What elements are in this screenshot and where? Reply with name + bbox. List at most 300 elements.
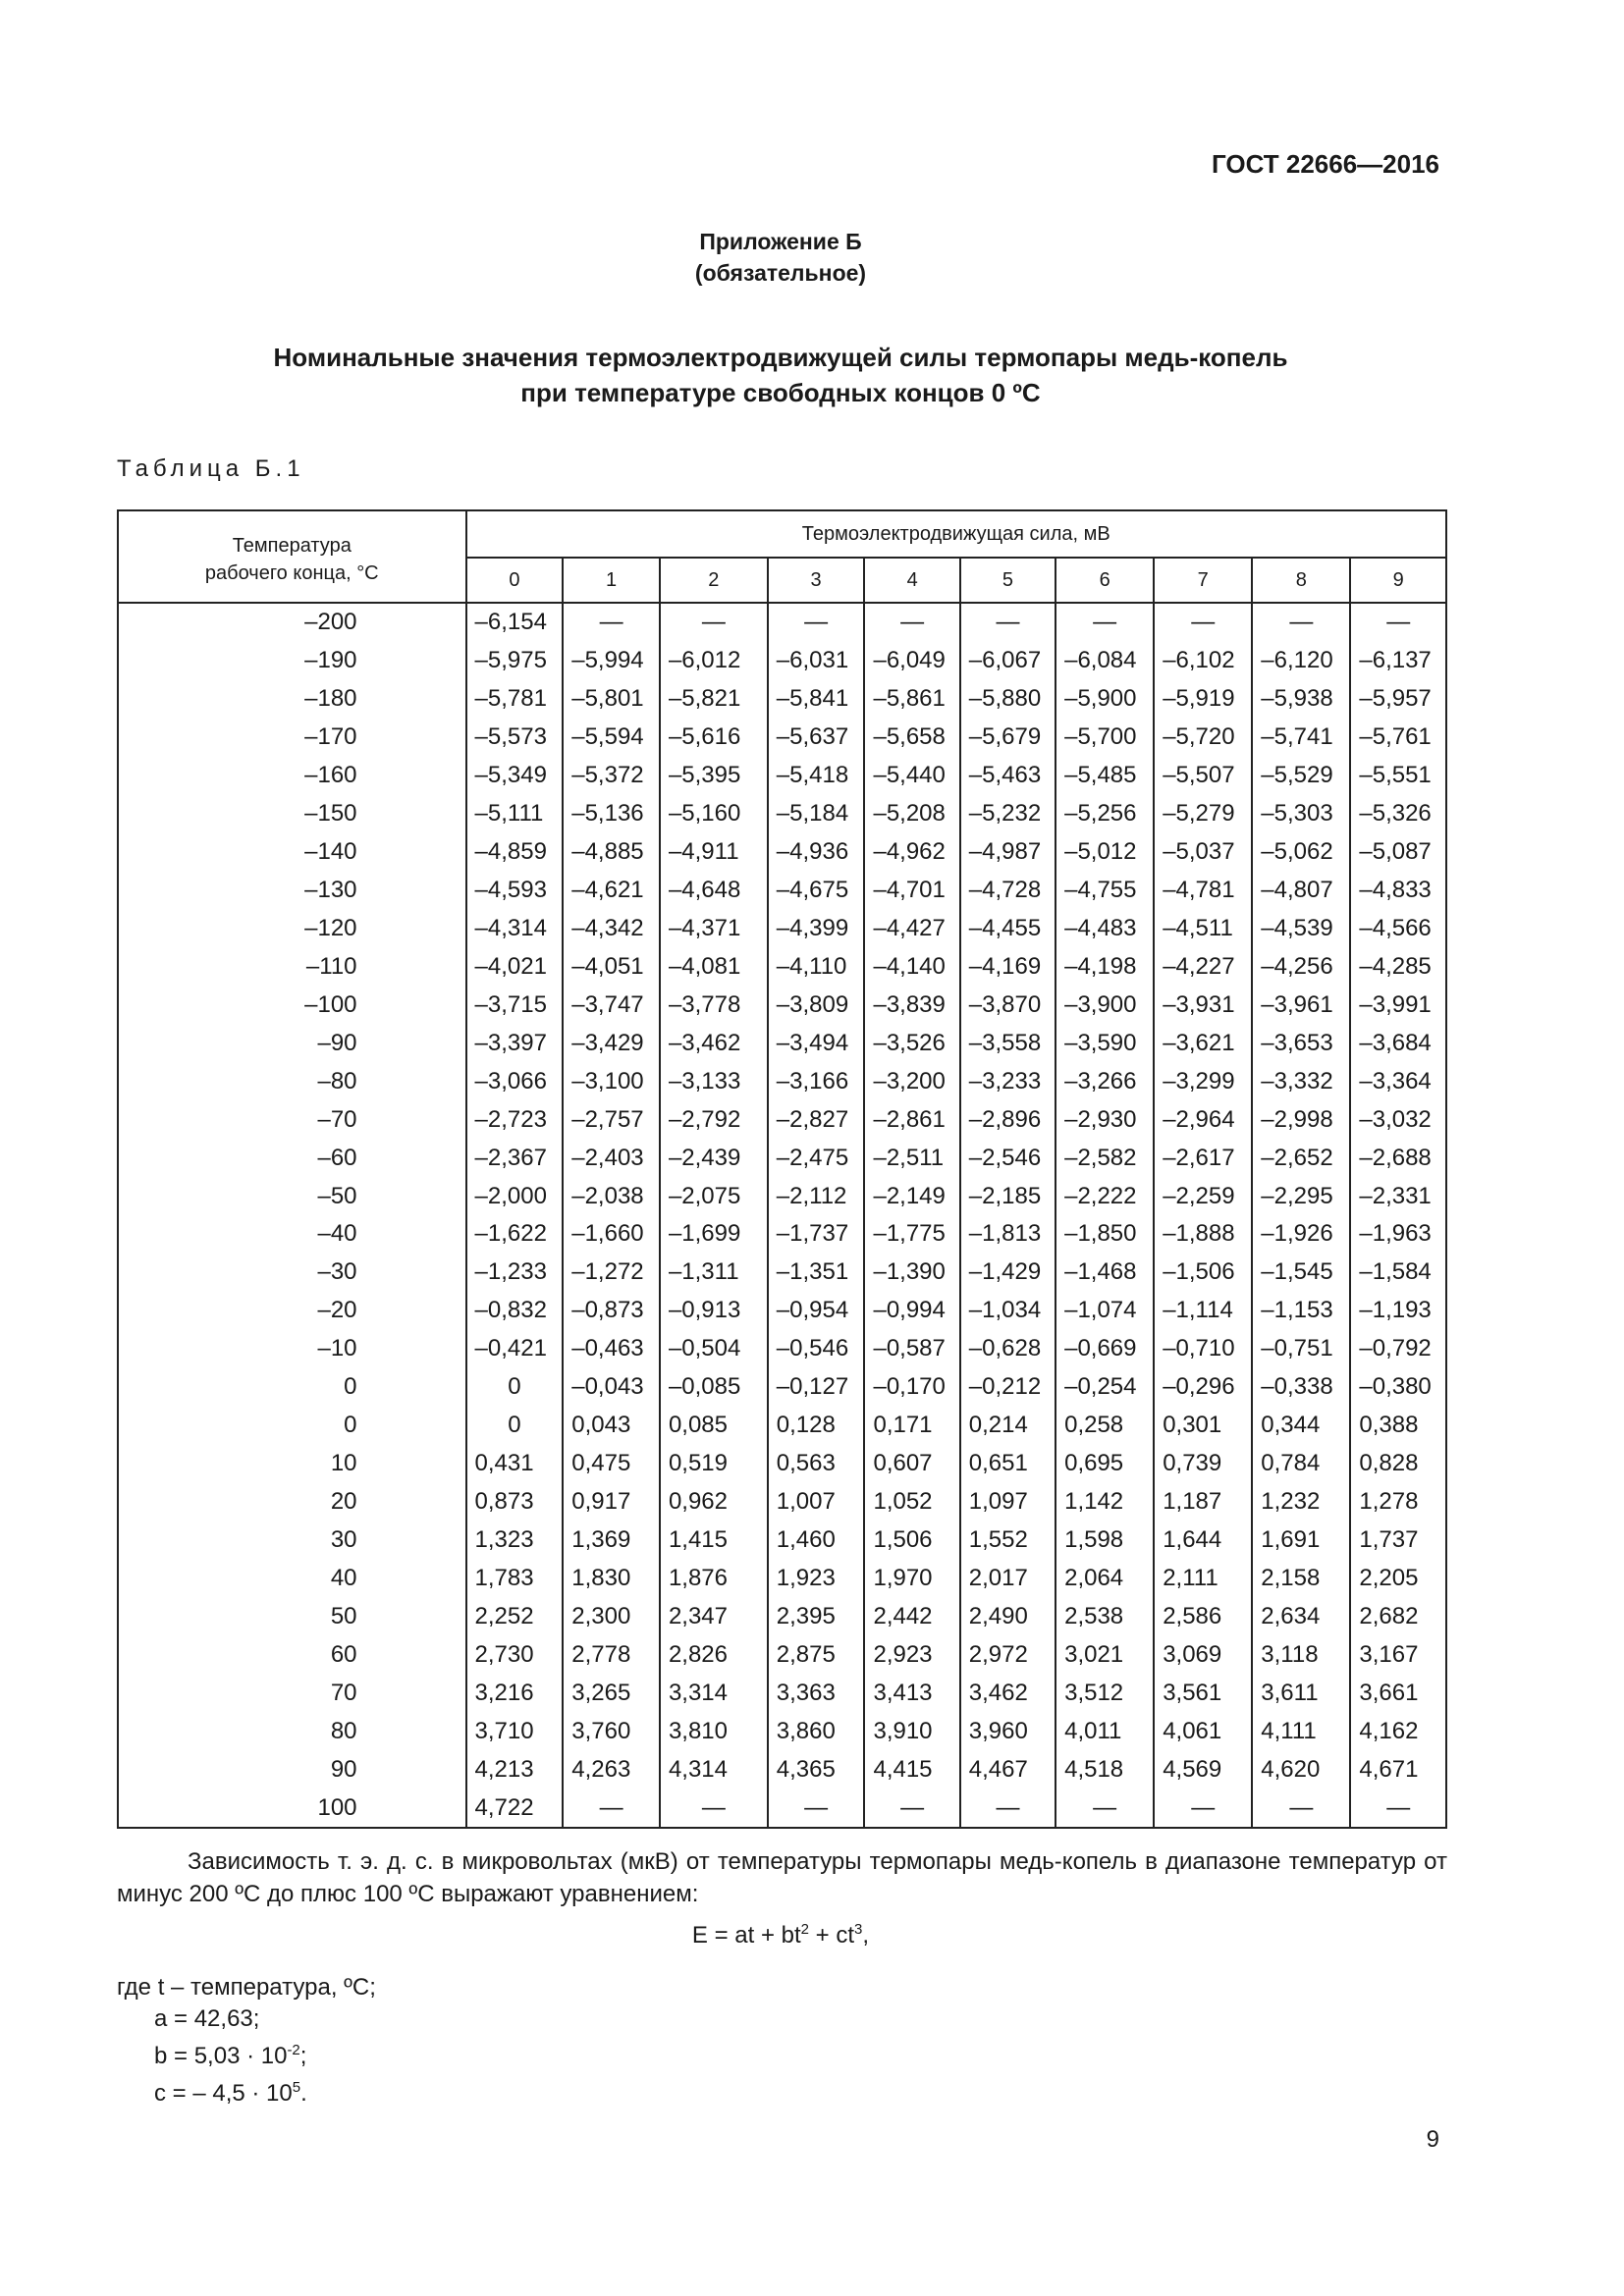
emf-cell: –5,880	[960, 680, 1056, 719]
emf-cell: –4,936	[768, 833, 865, 872]
emf-cell: –5,372	[563, 757, 660, 795]
emf-cell: 0,344	[1252, 1407, 1350, 1445]
temperature-cell: 100	[118, 1789, 466, 1828]
emf-cell: –5,136	[563, 795, 660, 833]
emf-cell: –2,723	[466, 1100, 564, 1139]
emf-cell: 1,783	[466, 1559, 564, 1597]
emf-cell: –1,737	[768, 1215, 865, 1254]
temperature-cell: –50	[118, 1177, 466, 1215]
emf-cell: 1,097	[960, 1483, 1056, 1522]
emf-cell: –1,622	[466, 1215, 564, 1254]
emf-cell: 1,830	[563, 1559, 660, 1597]
emf-cell: 2,972	[960, 1635, 1056, 1674]
column-header-8: 8	[1252, 558, 1350, 603]
formula-exponent-2: 3	[854, 1921, 863, 1938]
emf-cell: –4,648	[660, 872, 768, 910]
emf-cell: 2,252	[466, 1597, 564, 1635]
emf-cell: –2,112	[768, 1177, 865, 1215]
emf-cell: –5,900	[1056, 680, 1154, 719]
emf-cell: 3,910	[864, 1712, 959, 1750]
emf-cell: 2,586	[1154, 1597, 1252, 1635]
emf-cell: –5,594	[563, 719, 660, 757]
temperature-cell: 20	[118, 1483, 466, 1522]
emf-cell: —	[864, 603, 959, 642]
column-header-1: 1	[563, 558, 660, 603]
emf-cell: 2,017	[960, 1559, 1056, 1597]
table-row	[118, 1445, 1446, 1483]
emf-cell: –2,792	[660, 1100, 768, 1139]
emf-cell: –0,043	[563, 1368, 660, 1407]
emf-cell: –4,701	[864, 872, 959, 910]
emf-cell: 2,826	[660, 1635, 768, 1674]
temperature-cell: –60	[118, 1139, 466, 1177]
emf-cell: –1,153	[1252, 1292, 1350, 1330]
emf-cell: –3,715	[466, 986, 564, 1024]
temperature-cell: –140	[118, 833, 466, 872]
emf-cell: –3,494	[768, 1024, 865, 1062]
column-header-0: 0	[466, 558, 564, 603]
annex-heading	[0, 226, 1561, 289]
emf-cell: –5,440	[864, 757, 959, 795]
emf-cell: –3,870	[960, 986, 1056, 1024]
emf-cell: –3,032	[1350, 1100, 1446, 1139]
emf-cell: –5,658	[864, 719, 959, 757]
emf-cell: –2,259	[1154, 1177, 1252, 1215]
table-row	[118, 1368, 1446, 1407]
table-row	[118, 1750, 1446, 1789]
emf-cell: –5,938	[1252, 680, 1350, 719]
emf-cell: —	[1350, 603, 1446, 642]
emf-cell: –2,930	[1056, 1100, 1154, 1139]
formula-exponent-1: 2	[800, 1921, 810, 1938]
emf-cell: 2,205	[1350, 1559, 1446, 1597]
emf-cell: –5,160	[660, 795, 768, 833]
emf-cell: –2,222	[1056, 1177, 1154, 1215]
emf-cell: –0,546	[768, 1330, 865, 1368]
emf-cell: –1,506	[1154, 1254, 1252, 1292]
emf-cell: —	[1252, 1789, 1350, 1828]
emf-cell: –5,395	[660, 757, 768, 795]
temperature-cell: –100	[118, 986, 466, 1024]
emf-cell: –5,256	[1056, 795, 1154, 833]
emf-cell: –5,111	[466, 795, 564, 833]
emf-cell: –2,439	[660, 1139, 768, 1177]
emf-cell: –4,140	[864, 947, 959, 986]
emf-cell: 3,069	[1154, 1635, 1252, 1674]
emf-cell: 2,875	[768, 1635, 865, 1674]
emf-cell: –2,757	[563, 1100, 660, 1139]
emf-cell: –4,675	[768, 872, 865, 910]
emf-cell: –3,931	[1154, 986, 1252, 1024]
emf-cell: –0,954	[768, 1292, 865, 1330]
emf-cell: –3,839	[864, 986, 959, 1024]
emf-cell: 4,415	[864, 1750, 959, 1789]
emf-cell: –4,833	[1350, 872, 1446, 910]
table-row	[118, 1712, 1446, 1750]
temperature-cell: 50	[118, 1597, 466, 1635]
emf-cell: 4,722	[466, 1789, 564, 1828]
emf-cell: 4,111	[1252, 1712, 1350, 1750]
emf-cell: –3,653	[1252, 1024, 1350, 1062]
emf-cell: 2,442	[864, 1597, 959, 1635]
emf-cell: –6,049	[864, 642, 959, 680]
emf-cell: 4,213	[466, 1750, 564, 1789]
emf-cell: –4,110	[768, 947, 865, 986]
emf-cell: –6,120	[1252, 642, 1350, 680]
emf-cell: —	[563, 1789, 660, 1828]
emf-cell: –4,081	[660, 947, 768, 986]
emf-cell: 2,395	[768, 1597, 865, 1635]
temperature-cell: 30	[118, 1522, 466, 1560]
temperature-cell: –130	[118, 872, 466, 910]
table-row	[118, 1789, 1446, 1828]
emf-cell: 1,007	[768, 1483, 865, 1522]
emf-cell: –2,546	[960, 1139, 1056, 1177]
temperature-cell: –30	[118, 1254, 466, 1292]
emf-cell: –2,403	[563, 1139, 660, 1177]
emf-cell: –5,861	[864, 680, 959, 719]
emf-cell: –0,628	[960, 1330, 1056, 1368]
emf-cell: –4,987	[960, 833, 1056, 872]
emf-cell: –4,566	[1350, 910, 1446, 948]
formula-end: ,	[862, 1922, 870, 1949]
table-row	[118, 1292, 1446, 1330]
emf-cell: –5,919	[1154, 680, 1252, 719]
emf-cell: 0,962	[660, 1483, 768, 1522]
table-row	[118, 1407, 1446, 1445]
emf-cell: –1,699	[660, 1215, 768, 1254]
emf-cell: –5,529	[1252, 757, 1350, 795]
emf-cell: –2,367	[466, 1139, 564, 1177]
emf-cell: —	[660, 603, 768, 642]
emf-cell: –4,256	[1252, 947, 1350, 986]
emf-cell: –0,587	[864, 1330, 959, 1368]
temperature-cell: –190	[118, 642, 466, 680]
emf-cell: –4,539	[1252, 910, 1350, 948]
emf-cell: —	[1154, 603, 1252, 642]
emf-cell: –3,621	[1154, 1024, 1252, 1062]
emf-cell: –1,390	[864, 1254, 959, 1292]
emf-cell: —	[563, 603, 660, 642]
emf-cell: 4,620	[1252, 1750, 1350, 1789]
emf-cell: 4,467	[960, 1750, 1056, 1789]
table-row	[118, 1635, 1446, 1674]
column-header-4: 4	[864, 558, 959, 603]
legend-a: a = 42,63;	[154, 2005, 260, 2032]
emf-cell: –3,961	[1252, 986, 1350, 1024]
emf-cell: 1,970	[864, 1559, 959, 1597]
emf-cell: –4,911	[660, 833, 768, 872]
emf-cell: –3,332	[1252, 1062, 1350, 1100]
emf-cell: –5,184	[768, 795, 865, 833]
table-row	[118, 795, 1446, 833]
emf-cell: 0,873	[466, 1483, 564, 1522]
table-row	[118, 947, 1446, 986]
emf-cell: 3,462	[960, 1674, 1056, 1712]
column-header-7: 7	[1154, 558, 1252, 603]
document-title	[0, 340, 1561, 410]
temperature-header-line-2: рабочего конца, °С	[204, 562, 379, 584]
emf-cell: –4,342	[563, 910, 660, 948]
emf-cell: 2,300	[563, 1597, 660, 1635]
title-line-2: при температуре свободных концов 0 ºС	[520, 378, 1041, 407]
emf-cell: —	[960, 603, 1056, 642]
emf-cell: 0,828	[1350, 1445, 1446, 1483]
emf-cell: 3,118	[1252, 1635, 1350, 1674]
table-row	[118, 1522, 1446, 1560]
table-row	[118, 1062, 1446, 1100]
emf-cell: –0,751	[1252, 1330, 1350, 1368]
emf-cell: –0,710	[1154, 1330, 1252, 1368]
emf-cell: –2,861	[864, 1100, 959, 1139]
emf-cell: —	[1350, 1789, 1446, 1828]
emf-cell: 1,460	[768, 1522, 865, 1560]
emf-cell: –4,859	[466, 833, 564, 872]
emf-cell: 1,506	[864, 1522, 959, 1560]
emf-cell: 0,128	[768, 1407, 865, 1445]
emf-cell: 2,730	[466, 1635, 564, 1674]
emf-cell: –4,807	[1252, 872, 1350, 910]
temperature-cell: 0	[118, 1407, 466, 1445]
table-row	[118, 833, 1446, 872]
emf-cell: –1,660	[563, 1215, 660, 1254]
emf-cell: –5,679	[960, 719, 1056, 757]
emf-cell: –1,193	[1350, 1292, 1446, 1330]
emf-cell: –5,551	[1350, 757, 1446, 795]
emf-cell: –2,475	[768, 1139, 865, 1177]
emf-cell: –0,380	[1350, 1368, 1446, 1407]
legend-b-end: ;	[299, 2043, 307, 2069]
emf-cell: 0	[466, 1407, 564, 1445]
emf-cell: –4,885	[563, 833, 660, 872]
temperature-cell: –180	[118, 680, 466, 719]
emf-cell: —	[1154, 1789, 1252, 1828]
emf-cell: 4,518	[1056, 1750, 1154, 1789]
emf-cell: 2,538	[1056, 1597, 1154, 1635]
emf-cell: –4,021	[466, 947, 564, 986]
emf-cell: 4,569	[1154, 1750, 1252, 1789]
table-row	[118, 1100, 1446, 1139]
emf-cell: –0,338	[1252, 1368, 1350, 1407]
emf-cell: 0,214	[960, 1407, 1056, 1445]
emf-cell: –1,775	[864, 1215, 959, 1254]
emf-cell: –5,279	[1154, 795, 1252, 833]
temperature-cell: –40	[118, 1215, 466, 1254]
emf-cell: –5,485	[1056, 757, 1154, 795]
temperature-cell: 90	[118, 1750, 466, 1789]
emf-cell: –4,427	[864, 910, 959, 948]
emf-cell: –2,617	[1154, 1139, 1252, 1177]
emf-cell: –3,200	[864, 1062, 959, 1100]
emf-cell: –5,761	[1350, 719, 1446, 757]
standard-code: ГОСТ 22666—2016	[1212, 149, 1439, 179]
emf-cell: –2,075	[660, 1177, 768, 1215]
emf-cell: 3,661	[1350, 1674, 1446, 1712]
emf-cell: –4,314	[466, 910, 564, 948]
emf-cell: –4,399	[768, 910, 865, 948]
emf-cell: –3,299	[1154, 1062, 1252, 1100]
temperature-cell: –110	[118, 947, 466, 986]
emf-cell: –5,349	[466, 757, 564, 795]
emf-cell: 4,263	[563, 1750, 660, 1789]
table-label: Таблица Б.1	[117, 455, 305, 482]
legend-b	[117, 2035, 376, 2072]
emf-cell: 2,111	[1154, 1559, 1252, 1597]
emf-cell: –4,169	[960, 947, 1056, 986]
temperature-cell: 80	[118, 1712, 466, 1750]
emf-cell: –1,888	[1154, 1215, 1252, 1254]
emf-cell: 1,644	[1154, 1522, 1252, 1560]
emf-cell: –5,821	[660, 680, 768, 719]
column-header-3: 3	[768, 558, 865, 603]
emf-cell: –5,573	[466, 719, 564, 757]
emf-cell: –5,012	[1056, 833, 1154, 872]
table-row	[118, 1674, 1446, 1712]
emf-cell: –4,755	[1056, 872, 1154, 910]
emf-cell: –3,429	[563, 1024, 660, 1062]
emf-cell: –1,034	[960, 1292, 1056, 1330]
emf-cell: –3,266	[1056, 1062, 1154, 1100]
emf-cell: –4,621	[563, 872, 660, 910]
emf-cell: 1,323	[466, 1522, 564, 1560]
table-body	[118, 603, 1446, 1828]
emf-cell: –6,137	[1350, 642, 1446, 680]
emf-cell: 3,561	[1154, 1674, 1252, 1712]
emf-cell: 3,265	[563, 1674, 660, 1712]
emf-cell: –5,994	[563, 642, 660, 680]
page-number: 9	[1426, 2126, 1439, 2153]
emf-cell: –5,781	[466, 680, 564, 719]
emf-cell: –0,296	[1154, 1368, 1252, 1407]
emf-cell: –3,462	[660, 1024, 768, 1062]
legend-c	[117, 2072, 376, 2109]
emf-cell: –3,526	[864, 1024, 959, 1062]
emf-cell: –3,747	[563, 986, 660, 1024]
emf-cell: 4,314	[660, 1750, 768, 1789]
emf-cell: 0,917	[563, 1483, 660, 1522]
emf-cell: —	[1252, 603, 1350, 642]
temperature-cell: –160	[118, 757, 466, 795]
emf-cell: –1,926	[1252, 1215, 1350, 1254]
emf-cell: –2,295	[1252, 1177, 1350, 1215]
emf-cell: –3,991	[1350, 986, 1446, 1024]
emf-cell: 0,519	[660, 1445, 768, 1483]
emf-cell: —	[864, 1789, 959, 1828]
emf-cell: –2,331	[1350, 1177, 1446, 1215]
emf-cell: —	[1056, 603, 1154, 642]
emf-cell: –4,051	[563, 947, 660, 986]
legend-c-end: .	[300, 2080, 307, 2107]
emf-cell: 3,314	[660, 1674, 768, 1712]
formula-base: E = at + bt	[691, 1922, 801, 1949]
legend-b-exponent: -2	[287, 2042, 300, 2058]
emf-cell: 2,778	[563, 1635, 660, 1674]
emf-cell: 1,369	[563, 1522, 660, 1560]
emf-cell: –2,149	[864, 1177, 959, 1215]
column-header-9: 9	[1350, 558, 1446, 603]
emf-cell: –1,963	[1350, 1215, 1446, 1254]
temperature-cell: –90	[118, 1024, 466, 1062]
legend-c-base: c = – 4,5 · 10	[154, 2080, 293, 2107]
emf-cell: 0,695	[1056, 1445, 1154, 1483]
emf-cell: –4,371	[660, 910, 768, 948]
emf-cell: –2,582	[1056, 1139, 1154, 1177]
legend-c-exponent: 5	[292, 2079, 301, 2096]
temperature-cell: –150	[118, 795, 466, 833]
emf-cell: –0,669	[1056, 1330, 1154, 1368]
table-row	[118, 642, 1446, 680]
table-row	[118, 603, 1446, 642]
emf-cell: –1,545	[1252, 1254, 1350, 1292]
emf-column-header: Термоэлектродвижущая сила, мВ	[466, 510, 1446, 558]
temperature-header-line-1: Температура	[232, 535, 352, 557]
emf-cell: 3,810	[660, 1712, 768, 1750]
column-header-6: 6	[1056, 558, 1154, 603]
table-row	[118, 1024, 1446, 1062]
emf-cell: –1,850	[1056, 1215, 1154, 1254]
formula-legend	[117, 1972, 376, 2109]
emf-cell: –0,832	[466, 1292, 564, 1330]
emf-cell: –2,896	[960, 1100, 1056, 1139]
emf-cell: –2,000	[466, 1177, 564, 1215]
legend-b-base: b = 5,03 · 10	[154, 2043, 288, 2069]
table-row	[118, 719, 1446, 757]
emf-cell: 0,563	[768, 1445, 865, 1483]
emf-cell: 3,167	[1350, 1635, 1446, 1674]
emf-cell: 0,043	[563, 1407, 660, 1445]
emf-cell: –3,590	[1056, 1024, 1154, 1062]
emf-cell: 0,431	[466, 1445, 564, 1483]
table-row	[118, 1330, 1446, 1368]
emf-cell: –3,558	[960, 1024, 1056, 1062]
emf-cell: –2,185	[960, 1177, 1056, 1215]
emf-cell: –3,364	[1350, 1062, 1446, 1100]
emf-cell: 2,158	[1252, 1559, 1350, 1597]
table-row	[118, 1215, 1446, 1254]
emf-cell: –4,483	[1056, 910, 1154, 948]
equation-note: Зависимость т. э. д. с. в микровольтах (мкВ) от температуры термопары медь-копель в диапазоне температур от минус 200 ºС до плюс 100 ºС выражают уравнением:	[117, 1848, 1447, 1907]
emf-cell: –3,900	[1056, 986, 1154, 1024]
emf-cell: –5,957	[1350, 680, 1446, 719]
emf-cell: —	[768, 1789, 865, 1828]
emf-cell: 1,278	[1350, 1483, 1446, 1522]
emf-cell: 0,258	[1056, 1407, 1154, 1445]
emf-cell: –2,964	[1154, 1100, 1252, 1139]
emf-cell: 0,301	[1154, 1407, 1252, 1445]
emf-cell: 1,691	[1252, 1522, 1350, 1560]
emf-cell: 0,651	[960, 1445, 1056, 1483]
legend-where: где t – температура, ºС;	[117, 1974, 376, 2001]
emf-cell: 1,737	[1350, 1522, 1446, 1560]
emf-cell: –5,841	[768, 680, 865, 719]
emf-cell: 4,162	[1350, 1712, 1446, 1750]
table-row	[118, 1597, 1446, 1635]
emf-cell: –2,511	[864, 1139, 959, 1177]
emf-cell: –5,741	[1252, 719, 1350, 757]
emf-cell: 4,011	[1056, 1712, 1154, 1750]
emf-cell: –4,781	[1154, 872, 1252, 910]
emf-cell: –6,084	[1056, 642, 1154, 680]
emf-table	[117, 509, 1447, 1829]
emf-cell: 3,216	[466, 1674, 564, 1712]
emf-cell: —	[660, 1789, 768, 1828]
emf-cell: 3,021	[1056, 1635, 1154, 1674]
emf-cell: 1,923	[768, 1559, 865, 1597]
emf-cell: 0,171	[864, 1407, 959, 1445]
table-row	[118, 680, 1446, 719]
emf-cell: 0,784	[1252, 1445, 1350, 1483]
emf-cell: –5,507	[1154, 757, 1252, 795]
